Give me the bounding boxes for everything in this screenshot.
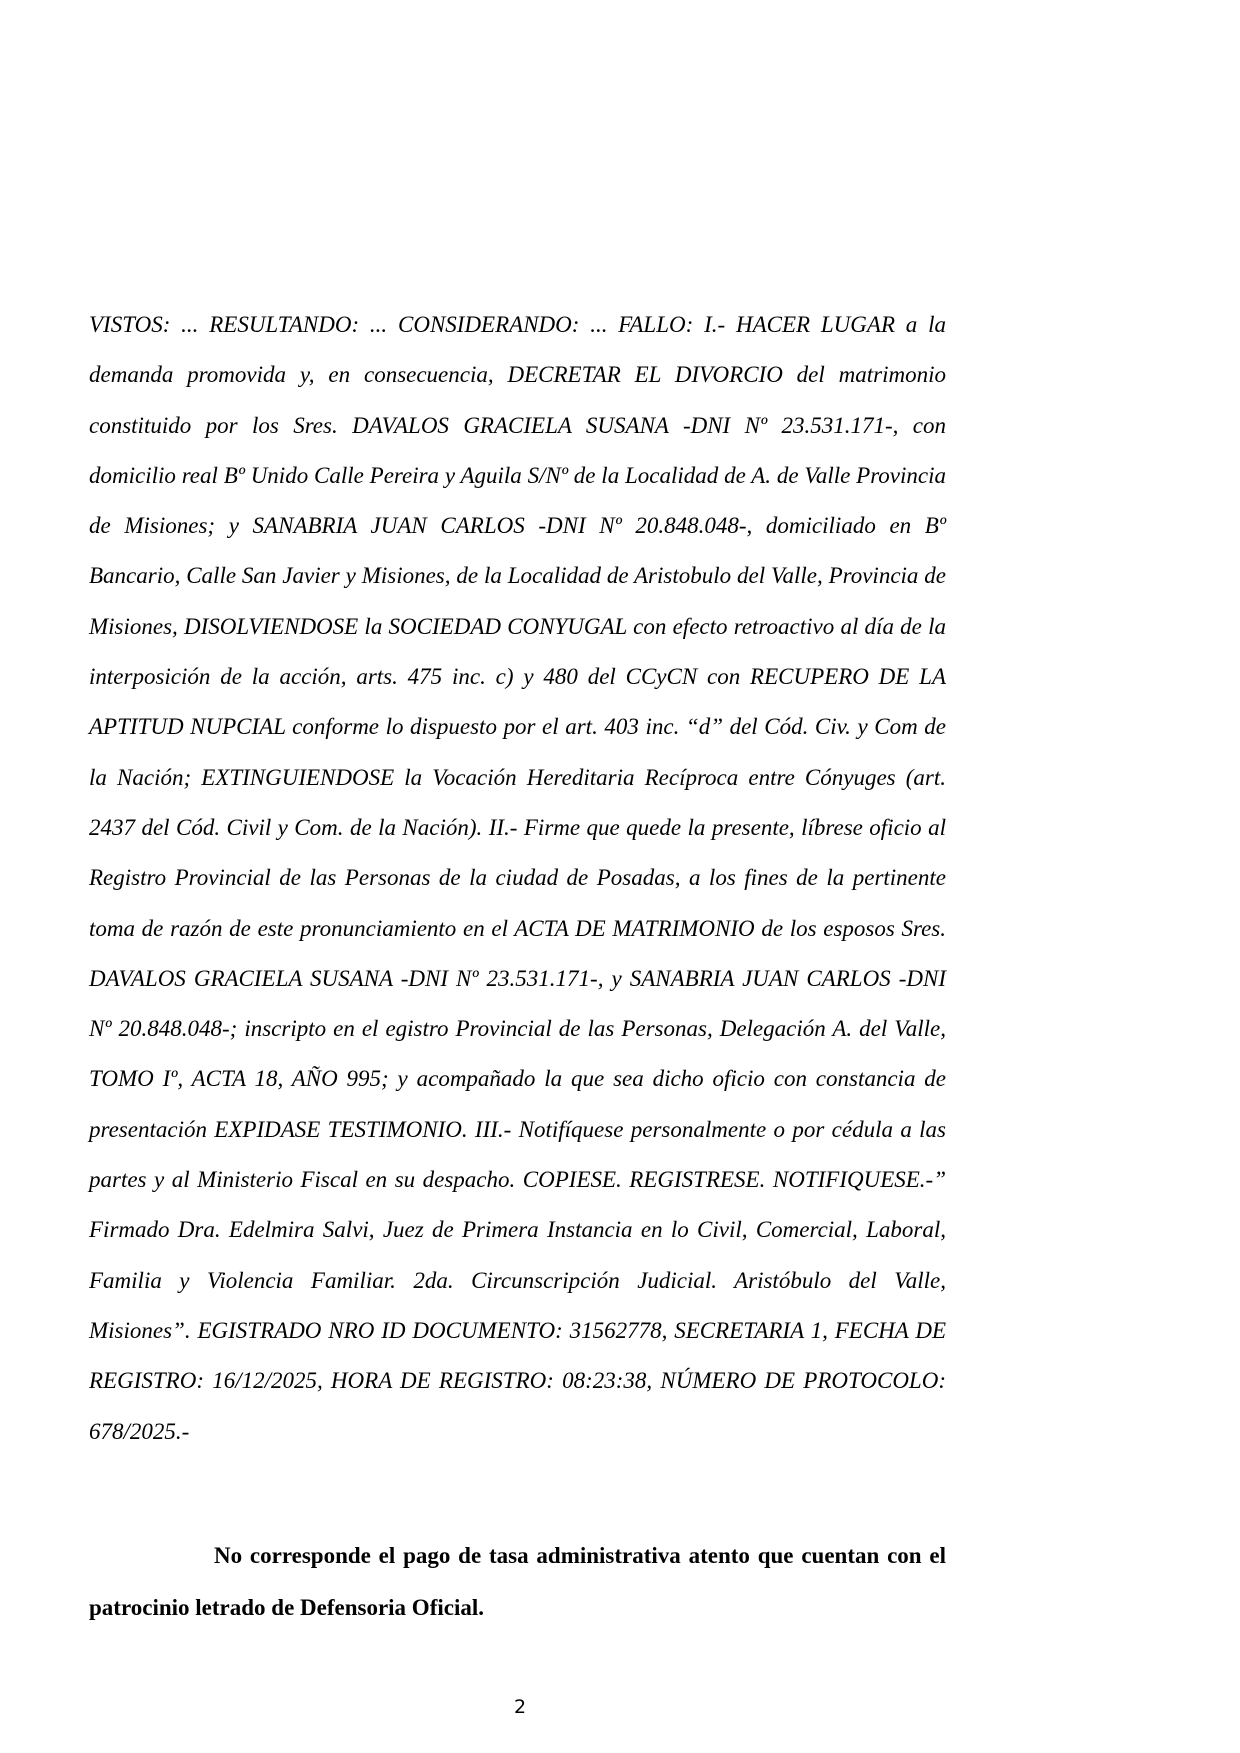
- ruling-paragraph: VISTOS: ... RESULTANDO: ... CONSIDERANDO: ... FALLO: I.- HACER LUGAR a la demanda promovida y, en consecuencia, DECRETAR EL DIVORCIO del matrimonio constituido por los Sres. DAVALOS GRACIELA SUSANA -DNI Nº 23.531.171-, con domicilio real Bº Unido Calle Pereira y Aguila S/Nº de la Localidad de A. de Valle Provincia de Misiones; y SANABRIA JUAN CARLOS -DNI Nº 20.848.048-, domiciliado en Bº Bancario, Calle San Javier y Misiones, de la Localidad de Aristobulo del Valle, Provincia de Misiones, DISOLVIENDOSE la SOCIEDAD CONYUGAL con efecto retroactivo al día de la interposición de la acción, arts. 475 inc. c) y 480 del CCyCN con RECUPERO DE LA APTITUD NUPCIAL conforme lo dispuesto por el art. 403 inc. “d” del Cód. Civ. y Com de la Nación; EXTINGUIENDOSE la Vocación Hereditaria Recíproca entre Cónyuges (art. 2437 del Cód. Civil y Com. de la Nación). II.- Firme que quede la presente, líbrese oficio al Registro Provincial de las Personas de la ciudad de Posadas, a los fines de la pertinente toma de razón de este pronunciamiento en el ACTA DE MATRIMONIO de los esposos Sres. DAVALOS GRACIELA SUSANA -DNI Nº 23.531.171-, y SANABRIA JUAN CARLOS -DNI Nº 20.848.048-; inscripto en el egistro Provincial de las Personas, Delegación A. del Valle, TOMO Iº, ACTA 18, AÑO 995; y acompañado la que sea dicho oficio con constancia de presentación EXPIDASE TESTIMONIO. III.- Notifíquese personalmente o por cédula a las partes y al Ministerio Fiscal en su despacho. COPIESE. REGISTRESE. NOTIFIQUESE.-” Firmado Dra. Edelmira Salvi, Juez de Primera Instancia en lo Civil, Comercial, Laboral, Familia y Violencia Familiar. 2da. Circunscripción Judicial. Aristóbulo del Valle, Misiones”. EGISTRADO NRO ID DOCUMENTO: 31562778, SECRETARIA 1, FECHA DE REGISTRO: 16/12/2025, HORA DE REGISTRO: 08:23:38, NÚMERO DE PROTOCOLO: 678/2025.-: [89, 312, 946, 1444]
- fee-note-paragraph: No corresponde el pago de tasa administrativa atento que cuentan con el patrocinio letrado de Defensoria Oficial.: [89, 1543, 946, 1620]
- page-number: 2: [513, 1696, 527, 1718]
